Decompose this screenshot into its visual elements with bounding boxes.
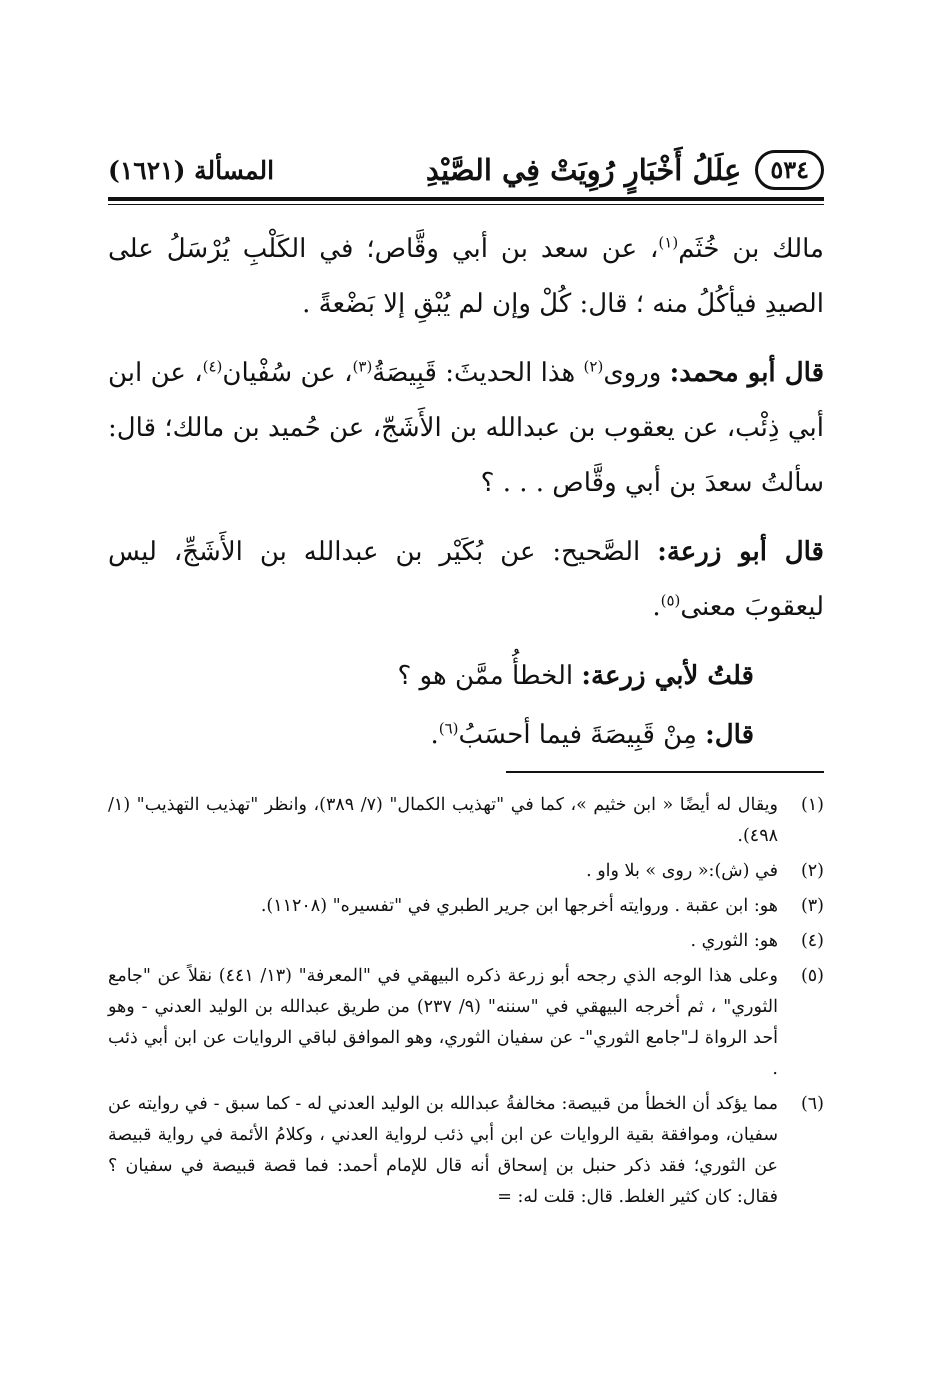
footnote-text: وعلى هذا الوجه الذي رجحه أبو زرعة ذكره البيهقي في "المعرفة" (١٣/ ٤٤١) نقلاً عن "جامع الثوري" ، ثم أخرجه البيهقي في "سننه" (٩/ ٢٣٧) من طريق عبدالله بن الوليد العدني - وهو أحد الرواة لـ"جامع الثوري"- عن سفيان الثوري، وهو الموافق لباقي الروايات عن ابن أبي ذئب . [108,966,778,1079]
header-rule-thin [108,204,824,205]
footnote-ref[interactable]: (٥) [660,591,681,610]
text-run: ، عن ابن أبي ذِئْب، عن يعقوب بن عبدالله بن الأَشَجّ، عن حُميد بن مالك؛ قال: سألتُ سعدَ بن أبي وقَّاص . . . ؟ [108,358,824,498]
footnote [108,926,824,957]
footnote-text: في (ش):« روى » بلا واو . [586,861,778,881]
paragraph-1 [108,222,824,332]
text-run: الخطأُ ممَّن هو ؟ [397,661,582,691]
footnote-text: هو: ابن عقبة . وروايته أخرجها ابن جرير الطبري في "تفسيره" (١١٢٠٨). [260,896,778,916]
footnote-number: (٣) [800,896,824,916]
footnote-separator [506,771,824,773]
footnote-number: (٤) [800,931,824,951]
text-run: ، عن سعد بن أبي وقَّاص؛ في الكَلْبِ يُرْسَلُ على الصيدِ فيأكُلُ منه ؛ قال: كُلْ وإن لم يُبْقِ إلا بَضْعةً . [108,234,824,319]
speaker-label: قال أبو محمد: [669,358,824,388]
footnote-ref[interactable]: (٤) [202,357,223,376]
text-run: . [652,592,661,622]
page-header [108,148,824,192]
speaker-label: قال أبو زرعة: [657,537,824,567]
book-title: عِلَلُ أَخْبَارٍ رُوِيَتْ فِي الصَّيْدِ [425,153,742,187]
issue-label: المسألة (١٦٢١) [108,155,275,185]
header-rule-thick [108,197,824,201]
footnote-ref[interactable]: (١) [658,233,679,252]
footnote-text: مما يؤكد أن الخطأ من قبيصة: مخالفةُ عبدالله بن الوليد العدني له - كما سبق - في روايته عن سفيان، وموافقة بقية الروايات عن ابن أبي ذئب لرواية العدني ، وكلامُ الأئمة في رواية قبيصة عن الثوري؛ فقد ذكر حنبل بن إسحاق أنه قال للإمام أحمد: فما قصة قبيصة في سفيان ؟ فقال: كان كثير الغلط. قال: قلت له: = [108,1094,778,1207]
footnote-ref[interactable]: (٢) [583,357,604,376]
paragraph-2 [108,346,824,511]
speaker-label: قال: [705,720,754,750]
footnote-text: ويقال له أيضًا « ابن خثيم »، كما في "تهذيب الكمال" (٧/ ٣٨٩)، وانظر "تهذيب التهذيب" (١/ ٤٩٨). [108,795,778,846]
page-number: ٥٣٤ [755,150,824,190]
footnotes [108,790,824,1217]
footnote-ref[interactable]: (٦) [438,719,459,738]
text-run: . [430,720,439,750]
main-text [108,222,824,767]
footnote [108,856,824,887]
text-run: هذا الحديثَ: قَبِيصَةُ [372,358,584,388]
footnote [108,1089,824,1213]
text-run: مالك بن خُثَم [678,234,824,264]
footnote-number: (١) [800,795,824,815]
text-run: الصَّحيح: عن بُكَيْر بن عبدالله بن الأَشَجِّ، ليس ليعقوبَ معنى [108,537,824,622]
text-run: ، عن سُفْيان [222,358,353,388]
text-run: وروى [603,358,670,388]
footnote [108,891,824,922]
footnote-number: (٦) [800,1094,824,1114]
paragraph-3 [108,525,824,635]
paragraph-4 [108,649,824,704]
footnote [108,790,824,852]
footnote-number: (٢) [800,861,824,881]
speaker-label: قلتُ لأبي زرعة: [581,661,754,691]
footnote-number: (٥) [800,966,824,986]
footnote [108,961,824,1085]
text-run: مِنْ قَبِيصَةَ فيما أحسَبُ [458,720,706,750]
footnote-ref[interactable]: (٣) [352,357,373,376]
paragraph-5 [108,708,824,763]
footnote-text: هو: الثوري . [690,931,778,951]
